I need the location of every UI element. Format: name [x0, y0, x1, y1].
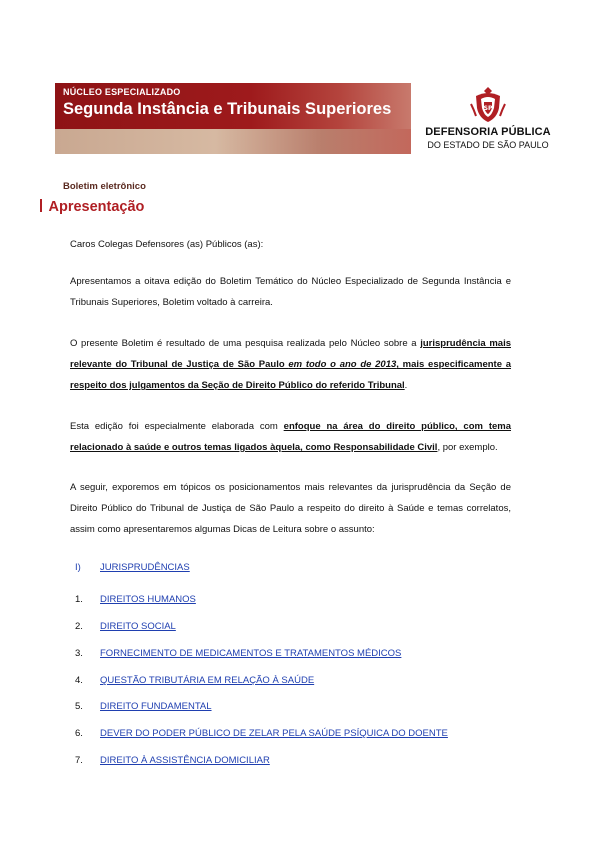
toc-item[interactable] — [75, 594, 196, 605]
banner-title: Segunda Instância e Tribunais Superiores — [63, 100, 392, 118]
research-text-end: . — [404, 380, 408, 391]
topics-paragraph: A seguir, exporemos em tópicos os posicionamentos mais relevantes da jurisprudência da Seção de Direito Público do Tribunal de Justiça de São Paulo a respeito do direito à Saúde e temas correlatos, assim como apresentaremos algumas Dicas de Leitura sobre o assunto: — [70, 482, 511, 535]
research-text-a: O presente Boletim é resultado de uma pesquisa realizada pelo Núcleo sobre a — [70, 338, 421, 349]
toc-item[interactable] — [75, 728, 448, 739]
toc-heading-number: I) — [75, 562, 81, 573]
heading-bar — [40, 199, 42, 212]
research-highlight: jurisprudência mais relevante do Tribunal de Justiça de São Paulo — [70, 338, 511, 370]
focus-highlight: enfoque na área do direito público, com tema relacionado à saúde e outros temas ligados àquela, como Responsabilidade Civil — [70, 421, 511, 453]
toc-item[interactable] — [75, 621, 176, 632]
header-banner — [55, 83, 411, 192]
toc-item[interactable] — [75, 648, 401, 659]
logo-subtitle: DO ESTADO DE SÃO PAULO — [427, 140, 549, 150]
intro-paragraph: Apresentamos a oitava edição do Boletim Temático do Núcleo Especializado de Segunda Instância e Tribunais Superiores, Boletim voltado à carreira. — [70, 276, 511, 308]
toc-link-direito-fundamental[interactable]: DIREITO FUNDAMENTAL — [100, 701, 212, 712]
banner-kicker: NÚCLEO ESPECIALIZADO — [63, 87, 181, 97]
toc-item-number: 6. — [75, 728, 83, 739]
research-highlight-italic: em todo o ano de 2013 — [288, 359, 397, 370]
toc-item-number: 7. — [75, 755, 83, 766]
defensoria-logo — [423, 86, 553, 156]
toc-link-saude-psiquica[interactable]: DEVER DO PODER PÚBLICO DE ZELAR PELA SAÚDE PSÍQUICA DO DOENTE — [100, 728, 448, 739]
focus-paragraph — [70, 416, 511, 458]
toc-link-direito-social[interactable]: DIREITO SOCIAL — [100, 621, 176, 632]
banner-title-band — [55, 83, 411, 129]
focus-text-a: Esta edição foi especialmente elaborada com — [70, 421, 284, 432]
greeting-paragraph: Caros Colegas Defensores (as) Públicos (as): — [70, 239, 264, 250]
coat-of-arms-icon — [470, 86, 506, 124]
section-title — [40, 199, 144, 215]
banner-label: Boletim eletrônico — [63, 181, 146, 192]
svg-text:SP: SP — [483, 105, 493, 112]
toc-link-assistencia-domiciliar[interactable]: DIREITO À ASSISTÊNCIA DOMICILIAR — [100, 755, 270, 766]
toc-link-direitos-humanos[interactable]: DIREITOS HUMANOS — [100, 594, 196, 605]
toc-item[interactable] — [75, 701, 212, 712]
toc-item[interactable] — [75, 755, 270, 766]
banner-subtitle-band — [55, 129, 411, 192]
toc-item-number: 1. — [75, 594, 83, 605]
section-title-text: Apresentação — [48, 199, 145, 215]
toc-heading-link[interactable]: JURISPRUDÊNCIAS — [100, 562, 190, 573]
toc-heading[interactable] — [75, 562, 190, 573]
logo-name: DEFENSORIA PÚBLICA — [425, 126, 551, 138]
toc-item-number: 3. — [75, 648, 83, 659]
research-paragraph — [70, 333, 511, 396]
research-highlight-tail: , mais especificamente a respeito dos julgamentos da Seção de Direito Público do referido Tribunal — [70, 359, 511, 391]
focus-text-c: , por exemplo. — [437, 442, 498, 453]
toc-link-medicamentos[interactable]: FORNECIMENTO DE MEDICAMENTOS E TRATAMENTOS MÉDICOS — [100, 648, 402, 659]
toc-link-questao-tributaria[interactable]: QUESTÃO TRIBUTÁRIA EM RELAÇÃO À SAÚDE — [100, 675, 315, 686]
toc-item-number: 5. — [75, 701, 83, 712]
toc-item[interactable] — [75, 675, 314, 686]
toc-item-number: 4. — [75, 675, 83, 686]
toc-item-number: 2. — [75, 621, 83, 632]
